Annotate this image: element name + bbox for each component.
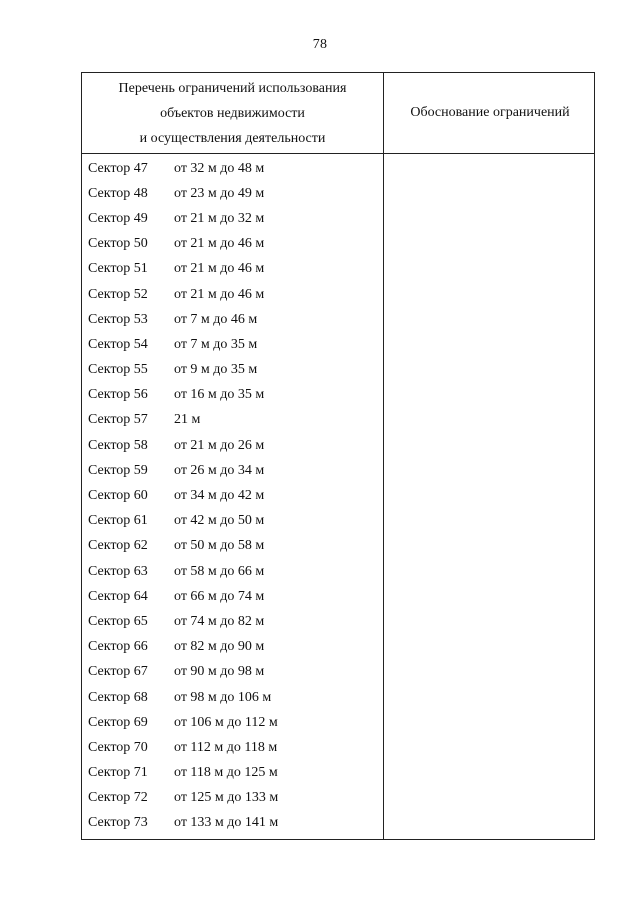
- table-row: [82, 232, 383, 257]
- table-row: [82, 483, 383, 508]
- distance-range: от 112 м до 118 м: [174, 739, 278, 755]
- distance-range: от 21 м до 46 м: [174, 261, 265, 277]
- header-justification: Обоснование ограничений: [410, 105, 570, 120]
- sector-label: Сектор 49: [88, 210, 148, 226]
- distance-range: от 9 м до 35 м: [174, 362, 258, 378]
- distance-range: от 74 м до 82 м: [174, 613, 265, 629]
- table-row: [82, 257, 383, 282]
- distance-range: от 133 м до 141 м: [174, 815, 279, 831]
- table-row: [82, 307, 383, 332]
- sector-label: Сектор 59: [88, 462, 148, 478]
- sector-label: Сектор 51: [88, 261, 148, 277]
- sector-label: Сектор 58: [88, 437, 148, 453]
- table-row: [82, 509, 383, 534]
- sector-label: Сектор 68: [88, 689, 148, 705]
- table-row: [82, 282, 383, 307]
- page-number: 78: [312, 37, 328, 52]
- distance-range: от 42 м до 50 м: [174, 513, 265, 529]
- sector-label: Сектор 52: [88, 286, 148, 302]
- distance-range: от 50 м до 58 м: [174, 538, 265, 554]
- distance-range: от 90 м до 98 м: [174, 664, 265, 680]
- table-row: [82, 660, 383, 685]
- restrictions-table: [81, 72, 595, 840]
- table-row: [82, 433, 383, 458]
- sector-label: Сектор 60: [88, 488, 148, 504]
- table-row: [82, 685, 383, 710]
- distance-range: от 21 м до 46 м: [174, 286, 265, 302]
- distance-range: от 98 м до 106 м: [174, 689, 272, 705]
- distance-range: от 21 м до 32 м: [174, 210, 265, 226]
- header-left-line-2: объектов недвижимости: [160, 105, 305, 121]
- sector-label: Сектор 55: [88, 362, 148, 378]
- sector-label: Сектор 61: [88, 513, 148, 529]
- sector-label: Сектор 70: [88, 739, 148, 755]
- table-row: [82, 811, 383, 836]
- distance-range: от 23 м до 49 м: [174, 185, 265, 201]
- distance-range: от 34 м до 42 м: [174, 488, 265, 504]
- table-row: [82, 761, 383, 786]
- table-row: [82, 609, 383, 634]
- table-row: [82, 156, 383, 181]
- table-row: [82, 408, 383, 433]
- column-divider: [383, 73, 384, 839]
- sector-label: Сектор 62: [88, 538, 148, 554]
- table-row: [82, 786, 383, 811]
- distance-range: от 66 м до 74 м: [174, 588, 265, 604]
- distance-range: от 125 м до 133 м: [174, 790, 279, 806]
- table-row: [82, 181, 383, 206]
- distance-range: от 118 м до 125 м: [174, 765, 278, 781]
- table-body: [82, 156, 383, 836]
- sector-label: Сектор 56: [88, 387, 148, 403]
- sector-label: Сектор 63: [88, 563, 148, 579]
- sector-label: Сектор 66: [88, 639, 148, 655]
- table-row: [82, 534, 383, 559]
- distance-range: от 32 м до 48 м: [174, 160, 265, 176]
- distance-range: от 7 м до 46 м: [174, 311, 258, 327]
- table-row: [82, 584, 383, 609]
- distance-range: от 7 м до 35 м: [174, 336, 258, 352]
- sector-label: Сектор 48: [88, 185, 148, 201]
- table-row: [82, 735, 383, 760]
- sector-label: Сектор 65: [88, 613, 148, 629]
- table-row: [82, 559, 383, 584]
- header-divider: [82, 153, 594, 154]
- table-row: [82, 332, 383, 357]
- sector-label: Сектор 72: [88, 790, 148, 806]
- distance-range: от 21 м до 46 м: [174, 236, 265, 252]
- distance-range: от 26 м до 34 м: [174, 462, 265, 478]
- table-row: [82, 383, 383, 408]
- header-left-line-1: Перечень ограничений использования: [118, 80, 347, 96]
- sector-label: Сектор 54: [88, 336, 148, 352]
- sector-label: Сектор 71: [88, 765, 148, 781]
- sector-label: Сектор 67: [88, 664, 148, 680]
- sector-label: Сектор 50: [88, 236, 148, 252]
- sector-label: Сектор 47: [88, 160, 148, 176]
- distance-range: от 106 м до 112 м: [174, 714, 278, 730]
- header-left-line-3: и осуществления деятельности: [139, 130, 326, 146]
- table-row: [82, 710, 383, 735]
- sector-label: Сектор 64: [88, 588, 148, 604]
- sector-label: Сектор 69: [88, 714, 148, 730]
- sector-label: Сектор 53: [88, 311, 148, 327]
- table-row: [82, 206, 383, 231]
- distance-range: 21 м: [174, 412, 201, 428]
- distance-range: от 21 м до 26 м: [174, 437, 265, 453]
- distance-range: от 58 м до 66 м: [174, 563, 265, 579]
- sector-label: Сектор 73: [88, 815, 148, 831]
- distance-range: от 82 м до 90 м: [174, 639, 265, 655]
- sector-label: Сектор 57: [88, 412, 148, 428]
- header-restrictions-list: [82, 73, 383, 153]
- table-row: [82, 458, 383, 483]
- table-row: [82, 635, 383, 660]
- distance-range: от 16 м до 35 м: [174, 387, 265, 403]
- table-row: [82, 358, 383, 383]
